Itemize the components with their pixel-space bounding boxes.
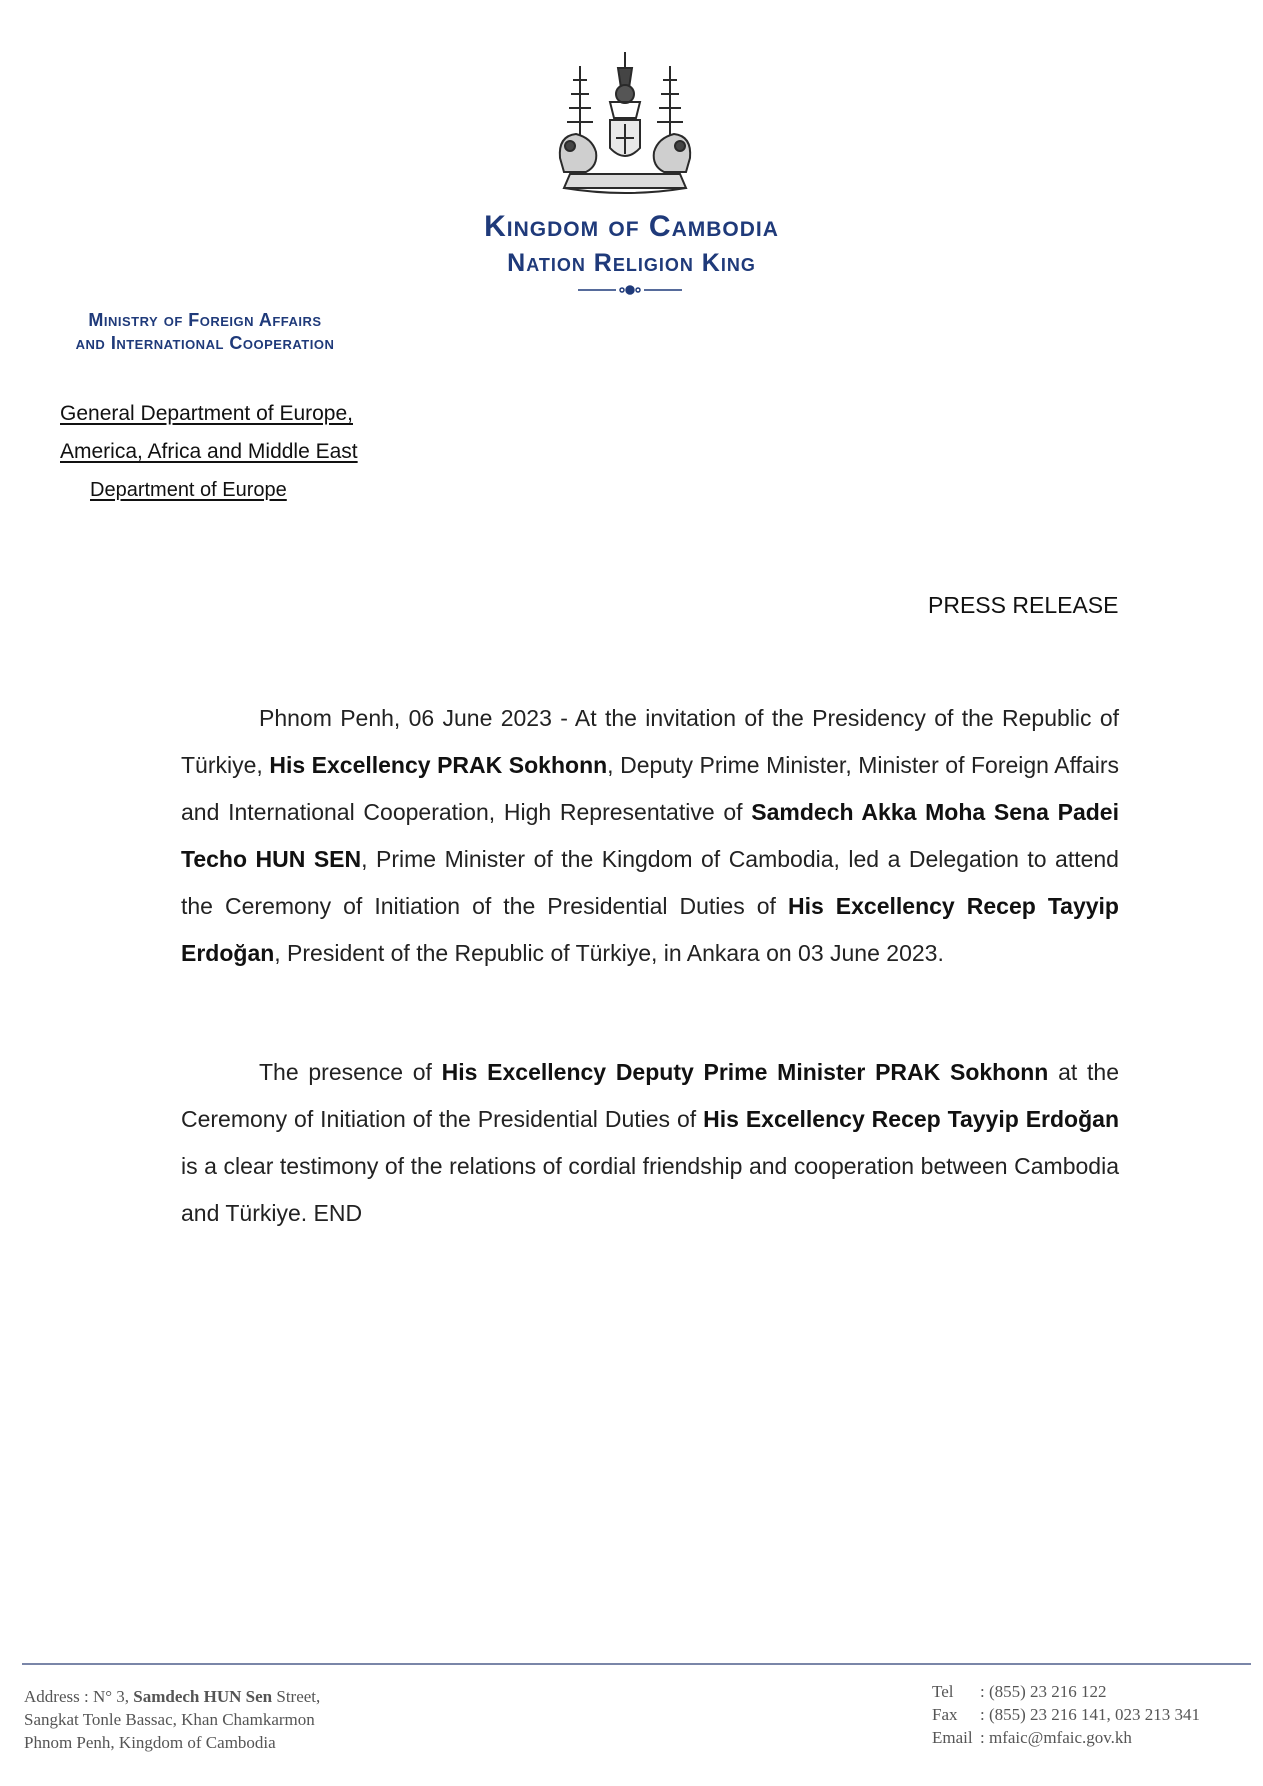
general-department-line1: General Department of Europe, bbox=[60, 402, 353, 425]
text-run: , Prime Minister of the Kingdom of Cambodia, led a Delegation to attend the Ceremony of Initiation of the Presidential Duties of bbox=[181, 846, 1119, 919]
bold-text-run: His Excellency PRAK Sokhonn bbox=[269, 752, 608, 778]
kingdom-title: Kingdom of Cambodia bbox=[484, 210, 779, 243]
press-paragraph-2 bbox=[181, 1049, 1119, 1237]
paragraph-text bbox=[181, 1049, 1119, 1237]
footer-address bbox=[24, 1685, 320, 1754]
bold-text-run: His Excellency Recep Tayyip Erdoğan bbox=[703, 1106, 1119, 1132]
royal-arms-icon bbox=[540, 48, 710, 198]
bold-text-run: His Excellency Deputy Prime Minister PRAK Sokhonn bbox=[441, 1059, 1049, 1085]
text-run: at the Ceremony of Initiation of the Presidential Duties of bbox=[181, 1059, 1119, 1132]
contact-tel: Tel : (855) 23 216 122 bbox=[932, 1682, 1107, 1701]
ministry-name-line2: and International Cooperation bbox=[75, 333, 335, 353]
press-paragraph-1 bbox=[181, 695, 1119, 977]
bold-text-run: His Excellency Recep Tayyip Erdoğan bbox=[181, 893, 1119, 966]
national-motto: Nation Religion King bbox=[507, 249, 756, 277]
address-line-2: Sangkat Tonle Bassac, Khan Chamkarmon bbox=[24, 1710, 315, 1729]
general-department-line2: America, Africa and Middle East bbox=[60, 440, 358, 463]
ministry-name-line1: Ministry of Foreign Affairs bbox=[88, 310, 322, 330]
bold-text-run: Samdech Akka Moha Sena Padei Techo HUN SEN bbox=[181, 799, 1119, 872]
paragraph-text bbox=[181, 695, 1119, 977]
press-release-title: PRESS RELEASE bbox=[928, 592, 1119, 618]
text-run: , Deputy Prime Minister, Minister of Foreign Affairs and International Cooperation, High Representative of bbox=[181, 752, 1119, 825]
footer-divider bbox=[22, 1663, 1251, 1665]
ornamental-divider bbox=[578, 283, 682, 295]
contact-fax: Fax : (855) 23 216 141, 023 213 341 bbox=[932, 1705, 1201, 1724]
text-run: is a clear testimony of the relations of cordial friendship and cooperation between Cambodia and Türkiye. END bbox=[181, 1153, 1119, 1226]
department-name: Department of Europe bbox=[90, 479, 287, 501]
contact-email: Email : mfaic@mfaic.gov.kh bbox=[932, 1728, 1132, 1747]
address-line-3: Phnom Penh, Kingdom of Cambodia bbox=[24, 1733, 276, 1752]
text-run: The presence of bbox=[259, 1059, 442, 1085]
address-line-1: Address : N° 3, Samdech HUN Sen Street, bbox=[24, 1687, 321, 1706]
text-run: , President of the Republic of Türkiye, in Ankara on 03 June 2023. bbox=[274, 940, 944, 966]
footer-contact bbox=[932, 1680, 1200, 1749]
text-run: Phnom Penh, 06 June 2023 - At the invitation of the Presidency of the Republic of Türkiye, bbox=[181, 705, 1119, 778]
royal-emblem bbox=[540, 48, 710, 198]
